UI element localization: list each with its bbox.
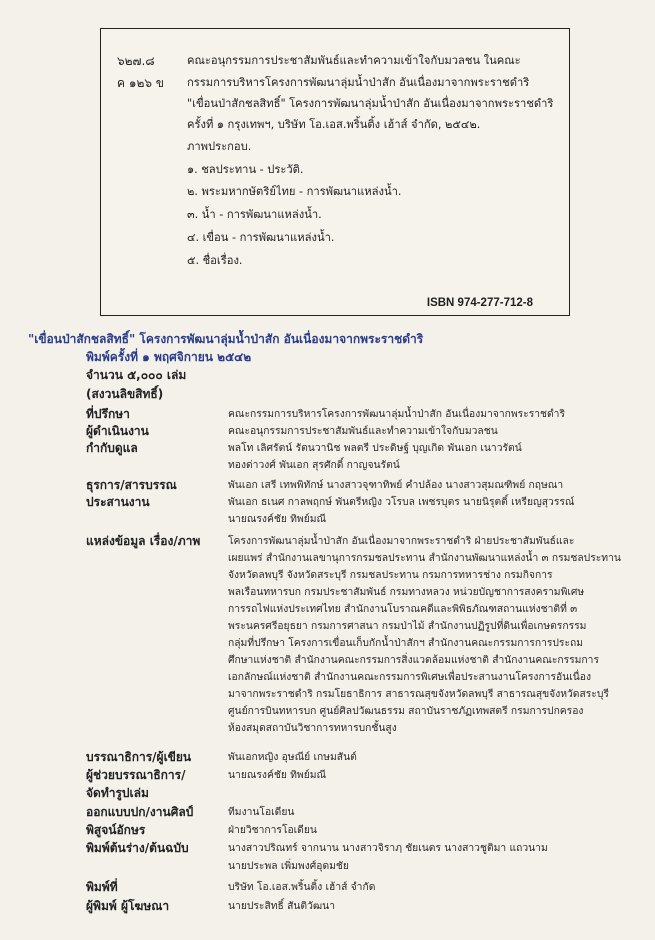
credit-value: ศูนย์การบินทหารบก ศูนย์ศิลปวัฒนธรรม สถาบันราชภัฏเทพสตรี กรมการปกครอง [228,705,584,717]
credit-label: ผู้ช่วยบรรณาธิการ/ [86,768,186,782]
catalog-subject: ๑. ชลประทาน - ประวัติ. [187,163,304,176]
credit-value: ศึกษาแห่งชาติ สำนักงานคณะกรรมการสิ่งแวดล้อมแห่งชาติ สำนักงานคณะกรรมการ [228,654,599,666]
catalog-subject: ๕. ชื่อเรื่อง. [187,254,243,267]
credit-label: จัดทำรูปเล่ม [86,786,149,800]
call-number-class: ๖๒๗.๘ [117,54,155,68]
copyright-notice: (สงวนลิขสิทธิ์) [86,387,164,401]
catalog-subject: ๓. น้ำ - การพัฒนาแหล่งน้ำ. [187,208,322,221]
credit-label: ผู้พิมพ์ ผู้โฆษณา [86,899,170,913]
copies: จำนวน ๕,๐๐๐ เล่ม [86,368,187,382]
credit-label: กำกับดูแล [86,441,138,455]
credit-value: คณะกรรมการบริหารโครงการพัฒนาลุ่มน้ำป่าสัก อันเนื่องมาจากพระราชดำริ [228,408,565,420]
credit-label: พิมพ์ต้นร่าง/ต้นฉบับ [86,841,189,855]
credit-label: แหล่งข้อมูล เรื่อง/ภาพ [86,534,201,548]
credit-value: ทีมงานโอเดียน [228,806,295,818]
catalog-line: ครั้งที่ ๑ กรุงเทพฯ, บริษัท โอ.เอส.พริ้นติ้ง เฮ้าส์ จำกัด, ๒๕๔๒. [187,118,481,131]
credit-value: พันเอก เสรี เทพพิทักษ์ นางสาวจุฑาทิพย์ คำปล้อง นางสาวสุมณฑิพย์ กฤษณา [228,479,564,491]
catalog-subject: ๒. พระมหากษัตริย์ไทย - การพัฒนาแหล่งน้ำ. [187,185,402,198]
credit-value: พันเอกหญิง อุษณีย์ เกษมสันต์ [228,751,357,763]
credit-value: พันเอก ธเนศ กาลพฤกษ์ พันตรีหญิง วโรบล เพชรบุตร นายนิรุตติ์ เหรียญสุวรรณ์ [228,496,575,508]
credit-label: บรรณาธิการ/ผู้เขียน [86,750,192,764]
catalog-line: "เขื่อนป่าสักชลสิทธิ์" โครงการพัฒนาลุ่มน้ำป่าสัก อันเนื่องมาจากพระราชดำริ [187,97,554,110]
credit-value: ฝ่ายวิชาการโอเดียน [228,824,317,836]
catalog-subject: ๔. เขื่อน - การพัฒนาแหล่งน้ำ. [187,231,335,244]
credit-value: คณะอนุกรรมการประชาสัมพันธ์และทำความเข้าใจกับมวลชน [228,425,498,437]
credit-value: บริษัท โอ.เอส.พริ้นติ้ง เฮ้าส์ จำกัด [228,881,376,893]
credit-value: พระนครศรีอยุธยา กรมการศาสนา กรมป่าไม้ สำนักงานปฏิรูปที่ดินเพื่อเกษตรกรรม [228,620,587,632]
credit-label: ที่ปรึกษา [86,407,130,421]
catalog-line: ภาพประกอบ. [187,140,252,153]
credit-label: พิสูจน์อักษร [86,823,146,837]
edition: พิมพ์ครั้งที่ ๑ พฤศจิกายน ๒๕๔๒ [86,350,252,364]
isbn: ISBN 974-277-712-8 [426,297,533,309]
credit-value: นายณรงค์ชัย ทิพย์มณี [228,513,327,525]
credit-value: โครงการพัฒนาลุ่มน้ำป่าสัก อันเนื่องมาจากพระราชดำริ ฝ่ายประชาสัมพันธ์และ [228,535,575,547]
credit-value: นายประพล เพิ่มพงศ์อุดมชัย [228,860,349,872]
credit-value: ทองด่าวงศ์ พันเอก สุรศักดิ์ กาญจนรัตน์ [228,459,400,471]
credit-value: จังหวัดลพบุรี จังหวัดสระบุรี กรมชลประทาน กรมการทหารช่าง กรมกิจการ [228,569,553,581]
credit-value: เอกลักษณ์แห่งชาติ สำนักงานคณะกรรมการพิเศษเพื่อประสานงานโครงการอันเนื่อง [228,671,591,683]
catalog-line: คณะอนุกรรมการประชาสัมพันธ์และทำความเข้าใจกับมวลชน ในคณะ [187,54,521,67]
credit-value: เผยแพร่ สำนักงานเลขานุการกรมชลประทาน สำนักงานพัฒนาแหล่งน้ำ ๓ กรมชลประทาน [228,552,621,564]
credit-value: การรถไฟแห่งประเทศไทย สำนักงานโบราณคดีและพิพิธภัณฑสถานแห่งชาติที่ ๓ [228,603,578,615]
credit-label: ประสานงาน [86,495,150,509]
credit-value: พลโท เลิศรัตน์ รัตนวานิช พลตรี ประดิษฐ์ บุญเกิด พันเอก เนาวรัตน์ [228,442,522,454]
call-number-author: ค ๑๒๖ ข [117,76,165,90]
credit-value: พลเรือนทหารบก กรมประชาสัมพันธ์ กรมทางหลวง หน่วยบัญชาการสงครามพิเศษ [228,586,585,598]
credit-value: ห้องสมุดสถาบันวิชาการทหารบกชั้นสูง [228,722,397,734]
catalog-line: กรรมการบริหารโครงการพัฒนาลุ่มน้ำป่าสัก อันเนื่องมาจากพระราชดำริ [187,76,530,89]
credit-label: ออกแบบปก/งานศิลป์ [86,805,194,819]
credit-value: กลุ่มที่ปรึกษา โครงการเขื่อนเก็บกักน้ำป่าสักฯ สำนักงานคณะกรรมการการประถม [228,637,583,649]
credit-label: ผู้ดำเนินงาน [86,424,149,438]
credit-value: มาจากพระราชดำริ กรมโยธาธิการ สาธารณสุขจังหวัดลพบุรี สาธารณสุขจังหวัดสระบุรี [228,688,609,700]
credit-label: พิมพ์ที่ [86,880,118,894]
publication-title: "เขื่อนป่าสักชลสิทธิ์" โครงการพัฒนาลุ่มน้ำป่าสัก อันเนื่องมาจากพระราชดำริ [28,332,424,346]
credit-value: นายประสิทธิ์ สันติวัฒนา [228,900,335,912]
credit-label: ธุรการ/สารบรรณ [86,478,177,492]
credit-value: นายณรงค์ชัย ทิพย์มณี [228,769,327,781]
catalog-card [100,28,570,316]
credit-value: นางสาวปริณทร์ จากนาน นางสาวจิราฦ ชัยเนตร นางสาวชูติมา แถวนาม [228,842,548,854]
